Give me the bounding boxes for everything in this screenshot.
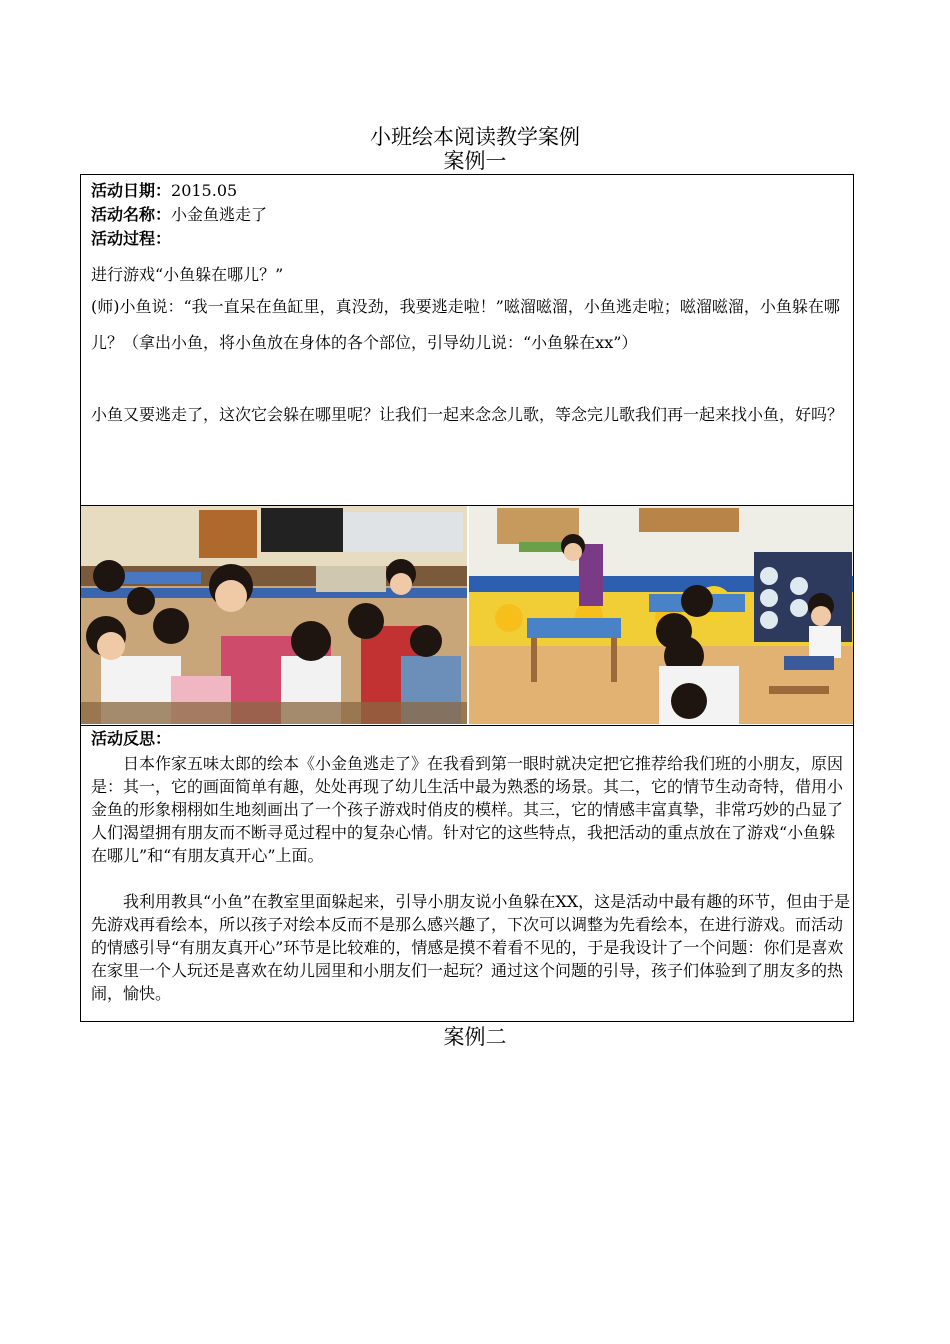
activity-date-value: 2015.05 [171, 181, 238, 200]
process-paragraph: (师)小鱼说：“我一直呆在鱼缸里，真没劲，我要逃走啦！”嗞溜嗞溜，小鱼逃走啦；嗞溜嗞溜，小鱼躲在哪儿？（拿出小鱼，将小鱼放在身体的各个部位，引导幼儿说：“小鱼躲在xx”） [91, 297, 840, 352]
document-title: 小班绘本阅读教学案例 [370, 125, 580, 149]
case-two-heading: 案例二 [443, 1025, 507, 1049]
reflection-paragraph: 日本作家五味太郎的绘本《小金鱼逃走了》在我看到第一眼时就决定把它推荐给我们班的小朋友，原因是：其一，它的画面简单有趣，处处再现了幼儿生活中最为熟悉的场景。其二，它的情节生动奇特，借用小金鱼的形象栩栩如生地刻画出了一个孩子游戏时俏皮的模样。其三，它的情感丰富真挚，非常巧妙的凸显了人们渴望拥有朋友而不断寻觅过程中的复杂心情。针对它的这些特点，我把活动的重点放在了游戏“小鱼躲在哪儿”和“有朋友真开心”上面。 [91, 754, 844, 865]
case-one-table [80, 174, 854, 1022]
process-paragraph: 进行游戏“小鱼躲在哪儿？” [91, 265, 284, 284]
case-one-heading: 案例一 [443, 149, 507, 173]
classroom-photo-girl-performing [469, 506, 853, 724]
activity-date [91, 179, 237, 203]
activity-photos-cell [81, 505, 853, 726]
reflection-paragraph: 我利用教具“小鱼”在教室里面躲起来，引导小朋友说小鱼躲在XX，这是活动中最有趣的环节，但由于是先游戏再看绘本，所以孩子对绘本反而不是那么感兴趣了，下次可以调整为先看绘本，在进行游戏。而活动的情感引导“有朋友真开心”环节是比较难的，情感是摸不着看不见的，于是我设计了一个问题：你们是喜欢在家里一个人玩还是喜欢在幼儿园里和小朋友们一起玩？通过这个问题的引导，孩子们体验到了朋友多的热闹，愉快。 [91, 892, 851, 1003]
activity-reflection-label: 活动反思： [91, 729, 172, 748]
activity-process-label: 活动过程： [91, 229, 172, 248]
activity-info-cell [81, 175, 853, 505]
activity-date-label: 活动日期： [91, 181, 172, 200]
process-paragraph: 小鱼又要逃走了，这次它会躲在哪里呢？让我们一起来念念儿歌，等念完儿歌我们再一起来找小鱼，好吗？ [91, 405, 844, 424]
activity-name [91, 203, 267, 227]
activity-name-label: 活动名称： [91, 205, 172, 224]
activity-name-value: 小金鱼逃走了 [171, 205, 268, 224]
classroom-photo-children-playing [81, 506, 467, 724]
activity-reflection-cell [81, 725, 853, 1022]
